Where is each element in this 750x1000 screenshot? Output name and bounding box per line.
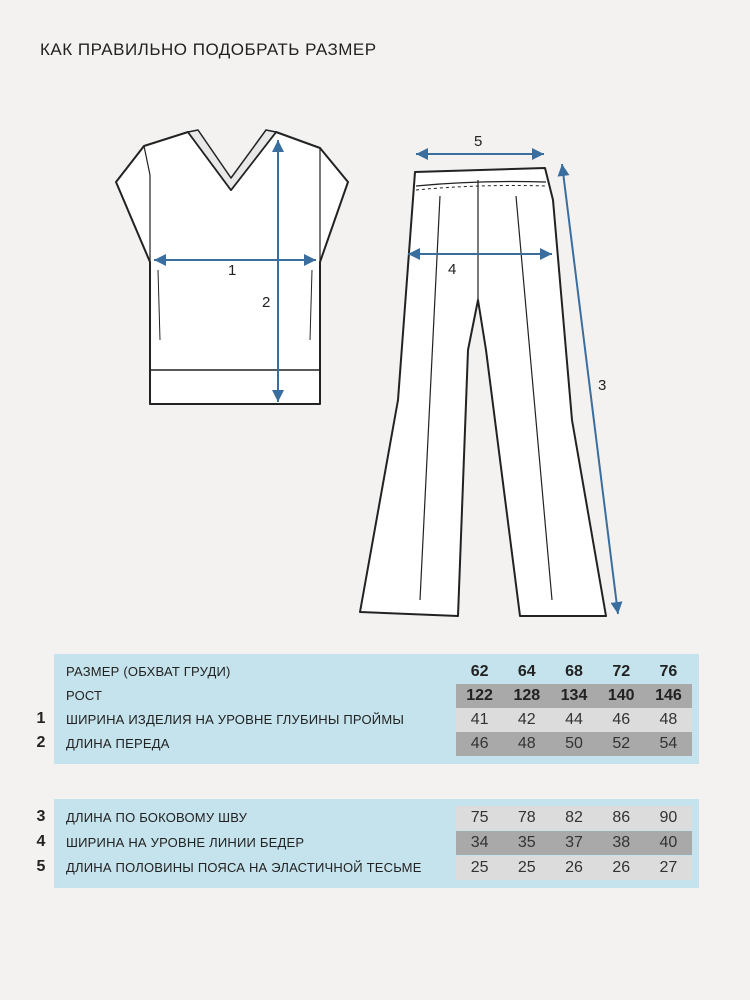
cell: 78 (517, 809, 536, 826)
row-values (456, 831, 692, 855)
cell: 46 (612, 711, 631, 728)
cell: 42 (517, 711, 536, 728)
cell: 76 (659, 663, 678, 680)
cell: 44 (565, 711, 583, 728)
cell: 41 (470, 711, 489, 728)
cell: 146 (655, 687, 682, 704)
row-number: 4 (36, 833, 46, 850)
size-table-bottom (36, 799, 699, 888)
table-row-front-length (36, 732, 699, 756)
cell: 25 (517, 859, 536, 876)
cell: 82 (565, 809, 583, 826)
cell: 46 (470, 735, 489, 752)
pants-illustration (360, 168, 606, 616)
cell: 140 (607, 687, 635, 704)
cell: 72 (612, 663, 631, 680)
row-number: 3 (36, 808, 46, 825)
cell: 26 (612, 859, 631, 876)
row-label: ДЛИНА ПЕРЕДА (66, 736, 170, 751)
table-row-width (36, 708, 699, 732)
row-label: ШИРИНА ИЗДЕЛИЯ НА УРОВНЕ ГЛУБИНЫ ПРОЙМЫ (66, 712, 405, 727)
table-row-waist (36, 856, 699, 880)
row-label: РОСТ (66, 688, 103, 703)
cell: 40 (659, 834, 678, 851)
cell: 68 (565, 663, 583, 680)
row-number: 2 (36, 734, 46, 751)
row-values (456, 684, 692, 708)
cell: 54 (659, 735, 678, 752)
diagram-label-1: 1 (228, 262, 237, 279)
row-values (456, 660, 692, 684)
page-title: КАК ПРАВИЛЬНО ПОДОБРАТЬ РАЗМЕР (40, 40, 377, 59)
cell: 48 (659, 711, 678, 728)
cell: 75 (470, 809, 489, 826)
row-values (456, 708, 692, 732)
cell: 134 (560, 687, 588, 704)
cell: 52 (612, 735, 631, 752)
cell: 90 (659, 809, 678, 826)
row-number: 1 (36, 710, 46, 727)
row-label: РАЗМЕР (ОБХВАТ ГРУДИ) (66, 664, 231, 679)
cell: 34 (470, 834, 489, 851)
cell: 35 (517, 834, 536, 851)
cell: 128 (513, 687, 541, 704)
row-label: ШИРИНА НА УРОВНЕ ЛИНИИ БЕДЕР (66, 835, 305, 850)
table-row-hip-width (36, 831, 699, 855)
cell: 86 (612, 809, 631, 826)
cell: 25 (470, 859, 489, 876)
row-values (456, 856, 692, 880)
cell: 122 (466, 687, 493, 704)
table-row-height (54, 684, 699, 708)
row-values (456, 732, 692, 756)
cell: 64 (517, 663, 536, 680)
diagram-label-4: 4 (448, 261, 457, 278)
diagram-label-2: 2 (262, 294, 271, 311)
cell: 27 (659, 859, 678, 876)
cell: 62 (470, 663, 489, 680)
cell: 48 (517, 735, 536, 752)
cell: 37 (565, 834, 583, 851)
size-table-top (36, 654, 699, 764)
table-row-size (54, 660, 699, 684)
diagram-label-5: 5 (474, 133, 483, 150)
cell: 38 (612, 834, 631, 851)
table-row-side-seam (36, 806, 699, 830)
row-label: ДЛИНА ПО БОКОВОМУ ШВУ (66, 810, 248, 825)
row-number: 5 (36, 858, 46, 875)
diagram-label-3: 3 (598, 377, 607, 394)
cell: 26 (565, 859, 583, 876)
row-label: ДЛИНА ПОЛОВИНЫ ПОЯСА НА ЭЛАСТИЧНОЙ ТЕСЬМЕ (66, 860, 422, 875)
cell: 50 (565, 735, 583, 752)
row-values (456, 806, 692, 830)
